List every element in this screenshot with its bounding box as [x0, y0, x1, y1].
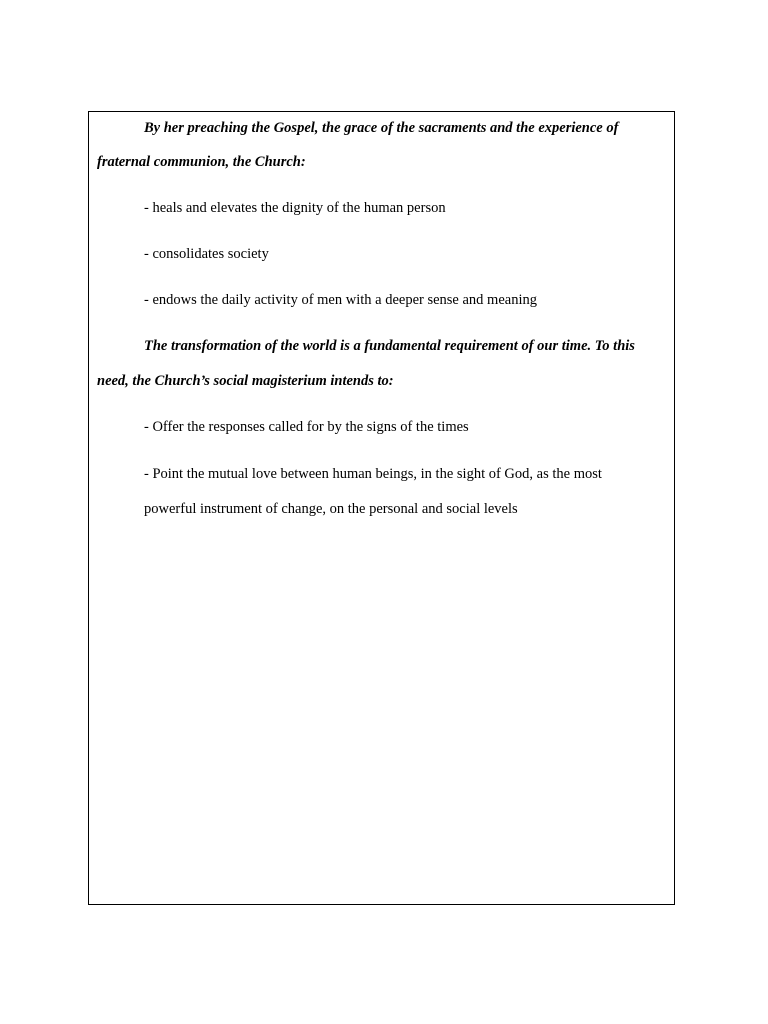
document-frame [88, 111, 675, 905]
intro-paragraph-line-1: By her preaching the Gospel, the grace of the sacraments and the experience of [144, 120, 619, 136]
list-item-heals: - heals and elevates the dignity of the human person [144, 200, 446, 216]
list-item-mutual-love-line-2: powerful instrument of change, on the personal and social levels [144, 501, 518, 517]
list-item-endows: - endows the daily activity of men with a deeper sense and meaning [144, 292, 537, 308]
list-item-consolidates: - consolidates society [144, 246, 269, 262]
intro-paragraph-line-2: fraternal communion, the Church: [97, 154, 306, 170]
transformation-paragraph-line-1: The transformation of the world is a fundamental requirement of our time. To this [144, 338, 635, 354]
transformation-paragraph-line-2: need, the Church’s social magisterium intends to: [97, 373, 394, 389]
list-item-mutual-love-line-1: - Point the mutual love between human beings, in the sight of God, as the most [144, 466, 602, 482]
list-item-offer-responses: - Offer the responses called for by the signs of the times [144, 419, 469, 435]
